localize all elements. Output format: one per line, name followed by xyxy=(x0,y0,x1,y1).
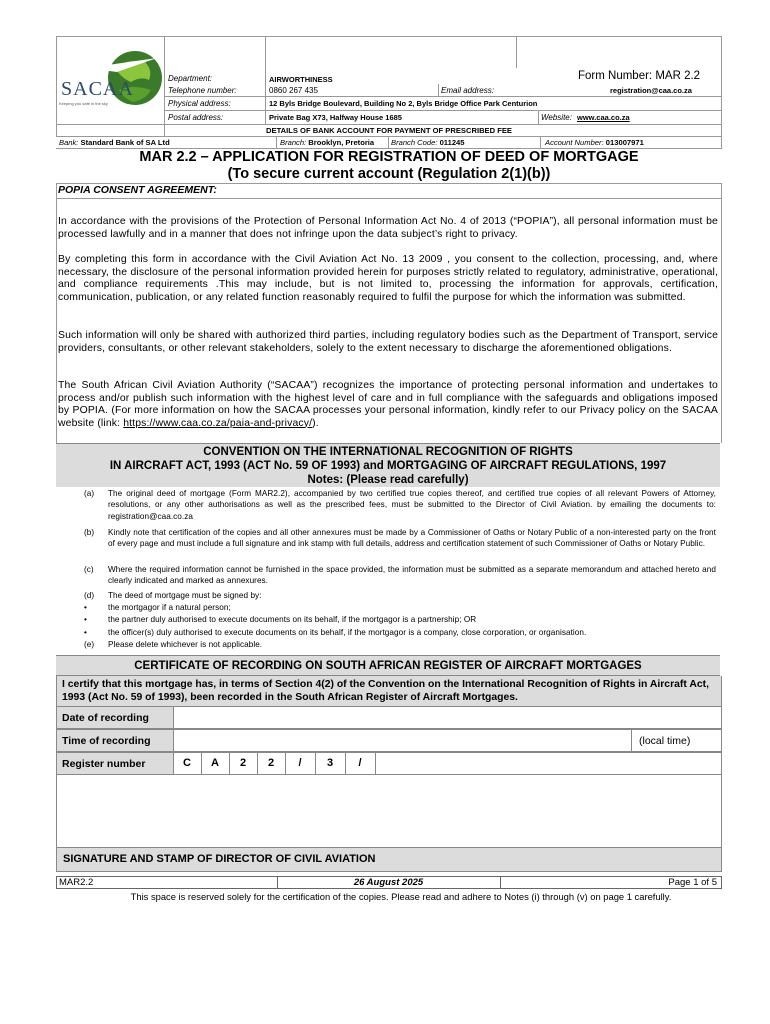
footer-date: 26 August 2025 xyxy=(353,877,424,888)
time-label: Time of recording xyxy=(62,735,151,747)
note-label: • xyxy=(84,603,87,612)
form-number: Form Number: MAR 2.2 xyxy=(578,70,701,82)
account-info xyxy=(545,138,644,147)
note-label: (a) xyxy=(84,489,95,498)
popia-paragraph-3: Such information will only be shared with authorized third parties, including regulatory bodies such as the Department of Transport, service providers, consultants, or other relevant stakeholders, solely to the extent necessary to discharge the aforementioned obligations. xyxy=(58,330,718,354)
signature-area[interactable] xyxy=(56,775,722,847)
note-text: Kindly note that certification of the copies and all other annexures must be made by a Commissioner of Oaths or Notary Public of a non-interested party on the front of every page and must include a full signature and ink stamp with full details, address and certification statement of such Commissioner of Oaths or Notary Public. xyxy=(108,528,716,549)
note-text: the partner duly authorised to execute documents on its behalf, if the mortgagor is a partnership; OR xyxy=(108,615,477,624)
time-label-cell xyxy=(56,729,174,752)
signature-label-cell xyxy=(56,847,722,872)
form-subtitle: (To secure current account (Regulation 2(1)(b)) xyxy=(227,166,551,182)
register-char: 2 xyxy=(239,757,247,769)
local-time-cell xyxy=(631,729,722,752)
register-char: 2 xyxy=(267,757,275,769)
popia-paragraph-1: In accordance with the provisions of the Protection of Personal Information Act No. 4 of 2013 (“POPIA”), all personal information must be processed lawfully and in a manner that does not infringe upon the data subject’s right to privacy. xyxy=(58,216,718,240)
register-char: 3 xyxy=(326,757,334,769)
convention-header xyxy=(56,443,720,487)
register-char: / xyxy=(298,757,302,769)
website-label: Website: xyxy=(541,113,572,122)
notes-heading: Notes: (Please read carefully) xyxy=(307,474,469,486)
register-label: Register number xyxy=(62,758,146,770)
note-text: the mortgagor if a natural person; xyxy=(108,603,231,612)
note-text: the officer(s) duly authorised to execute documents on its behalf, if the mortgagor is a company, close corporation, or organisation. xyxy=(108,628,587,637)
footer-note: This space is reserved solely for the certification of the copies. Please read and adhere to Notes (i) through (v) on page 1 carefully. xyxy=(130,891,672,902)
sacaa-logo xyxy=(57,48,163,110)
register-char: C xyxy=(183,757,191,769)
note-text: The original deed of mortgage (Form MAR2.2), accompanied by two certified true copies thereof, and certified true copies of all relevant Powers of Attorney, resolutions, or any other authorisations as well as the prescribed fees, must be submitted to the Director of Civil Aviation. by emailing the documents to: registration@caa.co.za xyxy=(108,489,716,521)
logo-tagline: Keeping you safe in the sky xyxy=(59,101,108,106)
popia-heading: POPIA CONSENT AGREEMENT: xyxy=(58,184,217,196)
note-text: The deed of mortgage must be signed by: xyxy=(108,591,262,600)
register-char: A xyxy=(211,757,219,769)
register-number-input[interactable] xyxy=(376,753,721,774)
website-link[interactable]: www.caa.co.za xyxy=(577,113,630,122)
note-label: (d) xyxy=(84,591,95,600)
register-char: / xyxy=(358,757,362,769)
time-of-recording-field[interactable] xyxy=(173,729,632,752)
branch-code-label: Branch Code: xyxy=(391,138,438,147)
physical-label: Physical address: xyxy=(168,99,231,108)
footer-bar xyxy=(56,876,722,889)
logo-text: SACAA xyxy=(61,78,134,100)
branch-info xyxy=(280,138,374,147)
department-label: Department: xyxy=(168,74,213,83)
branch-code-value: 011245 xyxy=(439,138,465,147)
footer-page: Page 1 of 5 xyxy=(668,877,717,888)
department-value: AIRWORTHINESS xyxy=(269,75,333,84)
date-label-cell xyxy=(56,706,174,729)
note-label: (e) xyxy=(84,640,95,649)
local-time-label: (local time) xyxy=(639,735,691,747)
physical-value: 12 Byls Bridge Boulevard, Building No 2, Byls Bridge Office Park Centurion xyxy=(269,99,538,108)
branch-code-info xyxy=(391,138,464,147)
telephone-label: Telephone number: xyxy=(168,86,237,95)
branch-label: Branch: xyxy=(280,138,307,147)
postal-label: Postal address: xyxy=(168,113,224,122)
branch-value: Brooklyn, Pretoria xyxy=(308,138,375,147)
note-label: • xyxy=(84,615,87,624)
certificate-statement: I certify that this mortgage has, in terms of Section 4(2) of the Convention on the International Recognition of Rights in Aircraft Act, 1993 (Act No. 59 of 1993), been recorded in the South African Register of Aircraft Mortgages. xyxy=(62,679,709,703)
date-of-recording-field[interactable] xyxy=(173,706,722,729)
note-label: • xyxy=(84,628,87,637)
email-label: Email address: xyxy=(441,86,494,95)
footer-form-code: MAR2.2 xyxy=(59,877,94,888)
convention-line-2: IN AIRCRAFT ACT, 1993 (ACT No. 59 OF 1993) and MORTGAGING OF AIRCRAFT REGULATIONS, 1997 xyxy=(109,460,667,472)
popia-paragraph-4 xyxy=(58,380,718,430)
signature-label: SIGNATURE AND STAMP OF DIRECTOR OF CIVIL AVIATION xyxy=(63,853,376,865)
form-title: MAR 2.2 – APPLICATION FOR REGISTRATION OF DEED OF MORTGAGE xyxy=(139,149,639,165)
bank-value: Standard Bank of SA Ltd xyxy=(80,138,170,147)
note-label: (c) xyxy=(84,565,94,574)
bank-details-title: DETAILS OF BANK ACCOUNT FOR PAYMENT OF PRESCRIBED FEE xyxy=(266,126,512,135)
popia-paragraph-2: By completing this form in accordance with the Civil Aviation Act No. 13 2009 , you consent to the collection, processing, and, where necessary, the disclosure of the personal information provided herein for purposes strictly related to regulatory, administrative, operational, and compliance requirements .This may include, but is not limited to, processing the information for approvals, certification, communication, publication, or any related function reasonably required to fulfil the purpose for which the information was submitted. xyxy=(58,254,718,303)
postal-value: Private Bag X73, Halfway House 1685 xyxy=(269,113,402,122)
bank-label: Bank: xyxy=(59,138,79,147)
note-label: (b) xyxy=(84,528,95,537)
email-value: registration@caa.co.za xyxy=(610,86,692,95)
register-label-cell xyxy=(56,752,174,775)
date-label: Date of recording xyxy=(62,712,149,724)
bank-info xyxy=(59,138,170,147)
convention-line-1: CONVENTION ON THE INTERNATIONAL RECOGNITION OF RIGHTS xyxy=(203,446,573,458)
telephone-value: 0860 267 435 xyxy=(269,86,318,95)
popia-p4-end: ). xyxy=(312,417,319,429)
account-value: 013007971 xyxy=(605,138,644,147)
certificate-heading: CERTIFICATE OF RECORDING ON SOUTH AFRICAN REGISTER OF AIRCRAFT MORTGAGES xyxy=(56,655,720,676)
note-text: Please delete whichever is not applicable. xyxy=(108,640,263,649)
popia-p4-text: The South African Civil Aviation Authority (“SACAA”) recognizes the importance of protecting personal information and undertakes to process and/or publish such information with the highest level of care and in full compliance with the safeguards and obligations imposed by POPIA. (For more information on how the SACAA processes your personal information, kindly refer to our Privacy policy on the SACAA website (link: xyxy=(58,380,718,429)
note-text: Where the required information cannot be furnished in the space provided, the information must be submitted as a separate memorandum and attached hereto and clearly indicated and marked as annexures. xyxy=(108,565,716,586)
privacy-policy-link[interactable]: https://www.caa.co.za/paia-and-privacy/ xyxy=(123,417,313,429)
account-label: Account Number: xyxy=(545,138,604,147)
